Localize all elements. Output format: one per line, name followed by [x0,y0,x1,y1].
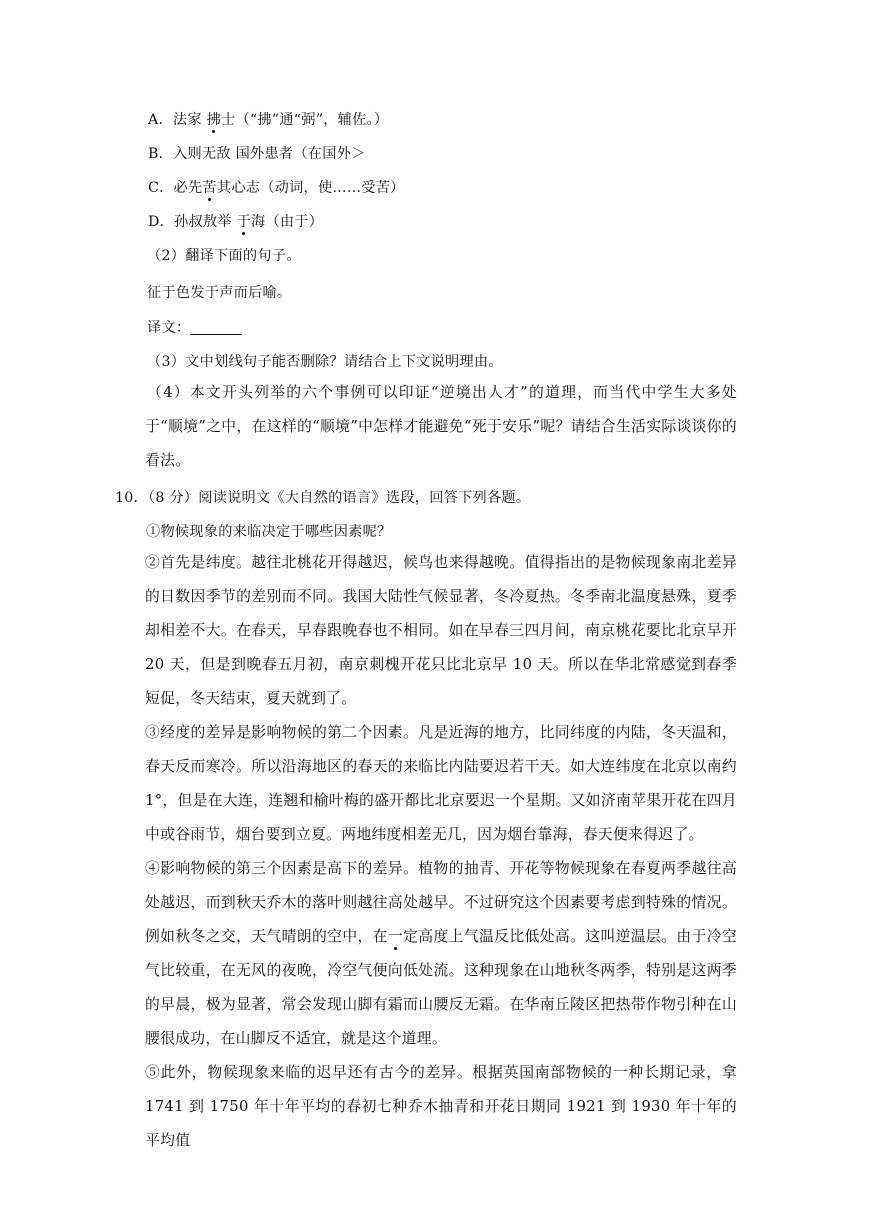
option-d-note: 海（由于） [251,214,324,230]
option-c [148,178,405,198]
paragraph-5: ⑤此外，物候现象来临的迟早还有古今的差异。根据英国南部物候的一种长期记录，拿 1741 到 1750 年十年平均的春初七种乔木抽青和开花日期同 1921 到 1930 年十年的平均值 [145,1064,737,1149]
paragraph-4-part-2: 定高度上气温反比低处高。这叫逆温层。由于冷空气比较重，在无风的夜晚，冷空气便向低处流。这种现象在山地秋冬两季，特别是这两季的早晨，极为显著，常会发现山脚有霜而山腰反无霜。在华南丘陵区把热带作物引种在山腰很成功，在山脚反不适宜，就是这个道理。 [145,928,737,1047]
paragraph-4 [145,852,737,1056]
translation-label: 译文： [147,320,191,336]
paragraph-3: ③经度的差异是影响物候的第二个因素。凡是近海的地方，比同纬度的内陆，冬天温和，春天反而寒冷。所以沿海地区的春天的来临比内陆要迟若干天。如大连纬度在北京以南约 1°，但是在大连，连翘和榆叶梅的盛开都比北京要迟一个星期。又如济南苹果开花在四月中或谷雨节，烟台要到立夏。两地纬度相差无几，因为烟台靠海，春天便来得迟了。 [145,724,737,843]
option-a-note: 士（“拂”通“弼”，辅佐。） [221,112,389,128]
option-b: B．入则无敌 国外患者（在国外＞ [148,146,366,162]
option-a [148,110,388,130]
subquestion-2-prompt: （2）翻译下面的句子。 [147,248,301,264]
paragraph-2: ②首先是纬度。越往北桃花开得越迟，候鸟也来得越晚。值得指出的是物候现象南北差异的日数因季节的差别而不同。我国大陆性气候显著，冬冷夏热。冬季南北温度悬殊，夏季却相差不大。在春天，早春跟晚春也不相同。如在早春三四月间，南京桃花要比北京早开 20 天，但是到晚春五月初，南京刺槐开花只比北京早 10 天。所以在华北常感觉到春季短促，冬天结束，夏天就到了。 [145,554,737,707]
emphasized-char: 拂 [206,112,222,128]
emphasized-char: 于 [236,214,252,230]
option-a-prefix: A．法家 [148,112,207,128]
translation-answer-line [147,318,242,338]
option-c-note: 其心志（动词，使……受苦） [216,180,405,196]
subquestion-4: （4）本文开头列举的六个事例可以印证“逆境出人才”的道理，而当代中学生大多处于“顺境”之中，在这样的“顺境”中怎样才能避免“死于安乐”呢？请结合生活实际谈谈你的看法。 [145,384,737,469]
sentence-to-translate: 征于色发于声而后喻。 [147,285,292,301]
paragraph-4-part-1: ④影响物候的第三个因素是高下的差异。植物的抽青、开花等物候现象在春夏两季越往高处越迟，而到秋天乔木的落叶则越往高处越早。不过研究这个因素要考虑到特殊的情况。例如秋冬之交，天气晴朗的空中，在 [145,860,737,945]
option-c-prefix: C．必先 [148,180,203,196]
paragraph-1: ①物候现象的来临决定于哪些因素呢？ [146,524,392,540]
emphasized-char: 苦 [202,180,217,196]
option-d-prefix: D．孙叔敖举 [148,214,237,230]
question-10-heading: 10．（8 分）阅读说明文《大自然的语言》选段，回答下列各题。 [115,490,531,506]
option-d [148,212,323,232]
emphasized-char: 一 [387,928,404,945]
answer-blank[interactable] [190,319,242,335]
subquestion-3: （3）文中划线句子能否删除？请结合上下文说明理由。 [147,354,503,370]
